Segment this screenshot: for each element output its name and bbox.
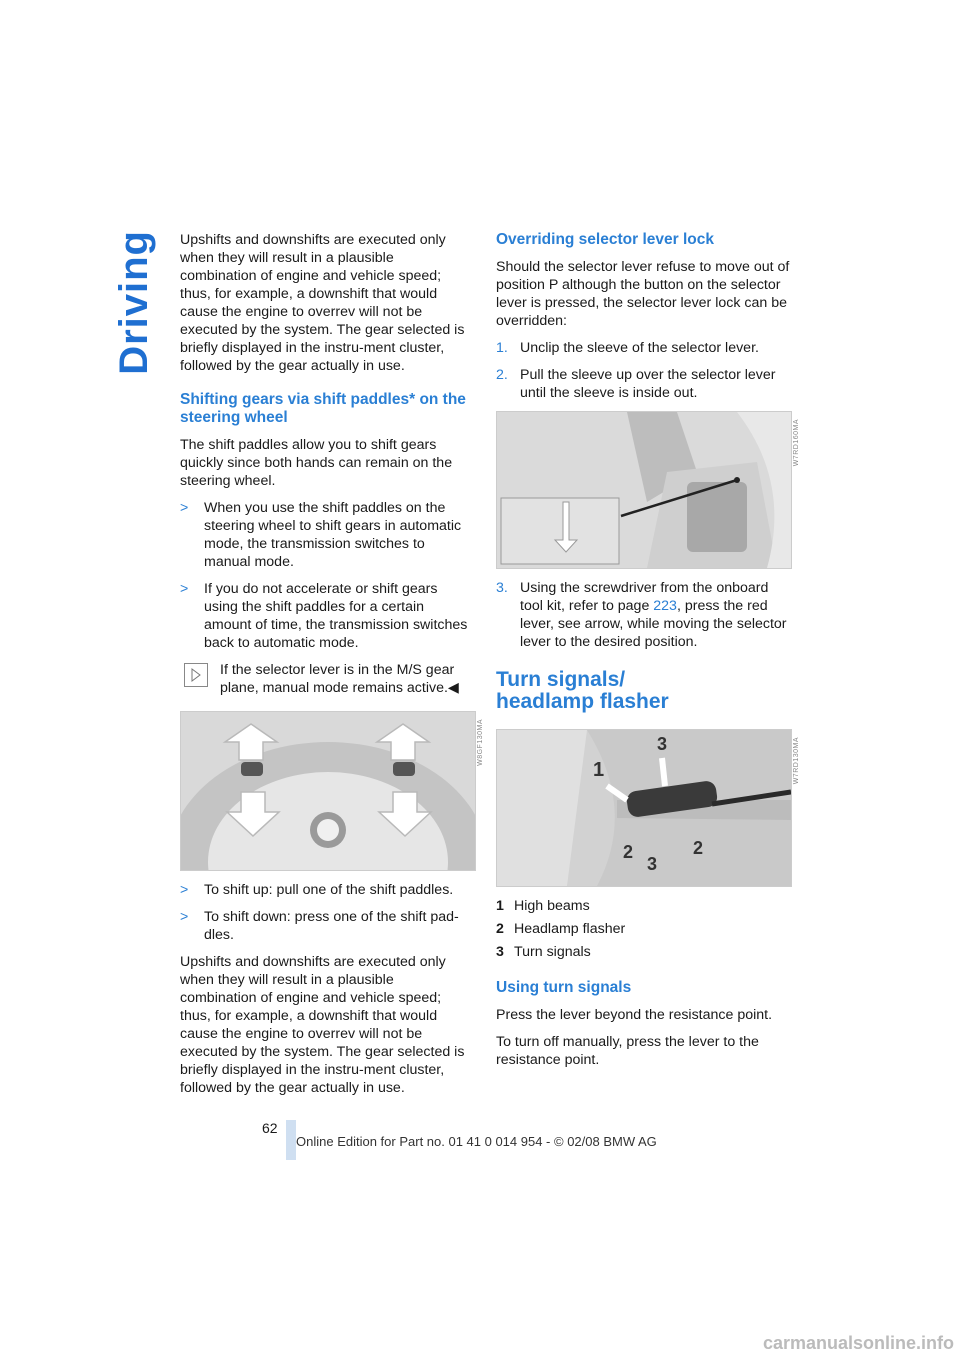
footer-text: Online Edition for Part no. 01 41 0 014 954 - © 02/08 BMW AG <box>296 1134 657 1149</box>
legend-item <box>496 943 790 961</box>
bullet-marker: > <box>180 581 189 597</box>
section-heading-paddles: Shifting gears via shift paddles* on the steering wheel <box>180 391 466 426</box>
paragraph: Press the lever beyond the resistance point. <box>496 1007 773 1023</box>
paragraph: To turn off manually, press the lever to the resistance point. <box>496 1034 759 1068</box>
figure-code: W7RD130MA <box>793 737 800 785</box>
selector-lever-image <box>496 411 792 569</box>
list-item <box>180 580 474 652</box>
bullet-marker: > <box>180 500 189 516</box>
watermark: carmanualsonline.info <box>762 1333 954 1353</box>
legend-number: 1 <box>496 898 504 914</box>
chapter-title: Driving <box>112 230 156 375</box>
svg-text:3: 3 <box>647 854 658 874</box>
list-item <box>496 339 790 357</box>
legend-label: Turn signals <box>514 944 591 960</box>
legend-number: 2 <box>496 921 504 937</box>
section-heading-override: Overriding selector lever lock <box>496 231 714 248</box>
svg-text:3: 3 <box>657 734 668 754</box>
note-text: If the selector lever is in the M/S gear plane, manual mode remains active. <box>220 662 455 696</box>
footer-bar <box>286 1120 296 1160</box>
turn-signal-lever-image <box>496 729 792 887</box>
end-marker-icon: ◀ <box>447 680 459 696</box>
list-item <box>496 366 790 402</box>
list-item-text: Unclip the sleeve of the selector lever. <box>520 340 759 356</box>
section-heading-turn-signals: Turn signals/ headlamp flasher <box>496 668 669 713</box>
note-block <box>180 661 474 697</box>
legend-label: Headlamp flasher <box>514 921 626 937</box>
step-number: 3. <box>496 580 508 596</box>
paragraph: Upshifts and downshifts are executed only when they will result in a plausible combination of engine and vehicle speed; thus, for example, a downshift that would cause the engine to overrev will not be executed by the system. The gear selected is briefly displayed in the instru-ment cluster, followed by the gear actually in use. <box>180 954 465 1096</box>
step-number: 1. <box>496 340 508 356</box>
left-column <box>180 231 484 1106</box>
svg-text:1: 1 <box>593 759 605 781</box>
paragraph: Should the selector lever refuse to move out of position P although the button on the selector lever is pressed, the selector lever lock can be overridden: <box>496 259 790 329</box>
list-item-text: To shift down: press one of the shift pad-dles. <box>204 909 459 943</box>
paragraph: Upshifts and downshifts are executed only when they will result in a plausible combination of engine and vehicle speed; thus, for example, a downshift that would cause the engine to overrev will not be executed by the system. The gear selected is briefly displayed in the instru-ment cluster, followed by the gear actually in use. <box>180 232 465 374</box>
bullet-marker: > <box>180 909 189 925</box>
list-item-text: , press the red lever, see arrow, while moving the selector lever to the desired position. <box>520 598 787 650</box>
list-item-text: Pull the sleeve up over the selector lever until the sleeve is inside out. <box>520 367 776 401</box>
svg-text:2: 2 <box>623 842 634 862</box>
legend-item <box>496 920 790 938</box>
figure-selector-lever <box>496 411 800 567</box>
legend-item <box>496 897 790 915</box>
list-item-text: If you do not accelerate or shift gears using the shift paddles for a certain amount of time, the transmission switches back to automatic mode. <box>204 581 468 651</box>
list-item <box>180 908 474 944</box>
paragraph: The shift paddles allow you to shift gears quickly since both hands can remain on the steering wheel. <box>180 437 453 489</box>
figure-turn-signals <box>496 729 800 885</box>
page-number: 62 <box>262 1120 278 1136</box>
bullet-marker: > <box>180 882 189 898</box>
list-item <box>180 881 474 899</box>
figure-code: W8GF130MA <box>477 719 484 766</box>
svg-text:2: 2 <box>693 838 704 858</box>
figure-shift-paddles <box>180 711 484 869</box>
list-item-text: When you use the shift paddles on the steering wheel to shift gears in automatic mode, the transmission switches to manual mode. <box>204 500 462 570</box>
list-item <box>496 579 790 651</box>
note-icon <box>184 663 208 687</box>
figure-code: W7RD160MA <box>793 419 800 467</box>
legend-number: 3 <box>496 944 504 960</box>
list-item <box>180 499 474 571</box>
step-number: 2. <box>496 367 508 383</box>
page-link[interactable]: 223 <box>653 598 677 614</box>
steering-wheel-image <box>180 711 476 871</box>
right-column <box>496 231 800 1078</box>
list-item-text: Using the screwdriver from the onboard tool kit, refer to page <box>520 580 769 614</box>
list-item-text: To shift up: pull one of the shift paddles. <box>204 882 454 898</box>
section-heading-using-turn-signals: Using turn signals <box>496 979 632 996</box>
legend-label: High beams <box>514 898 590 914</box>
